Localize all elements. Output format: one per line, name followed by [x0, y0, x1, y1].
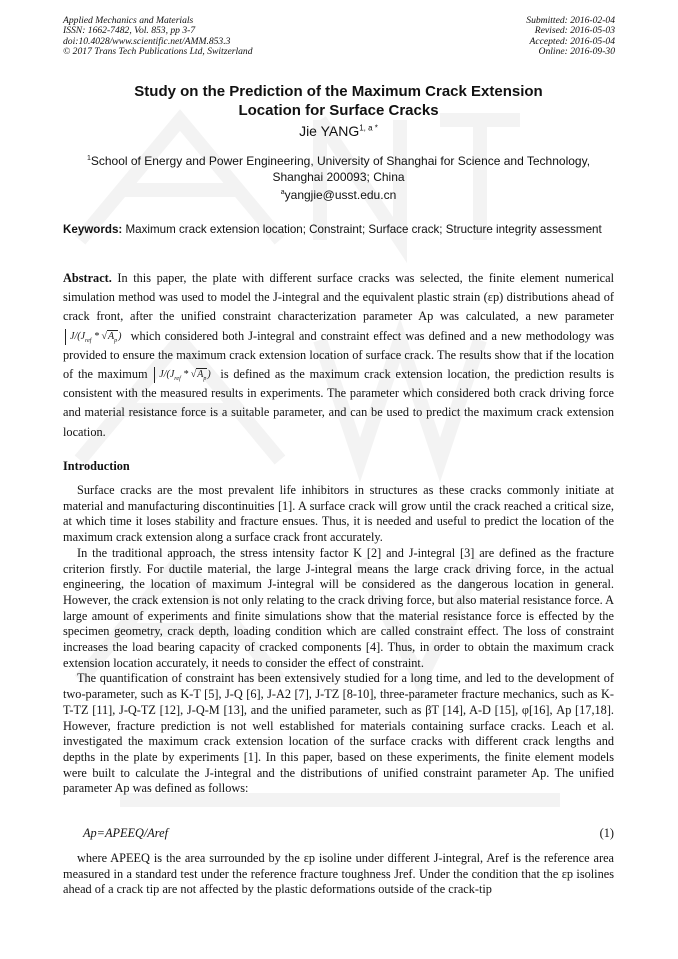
issn-info: ISSN: 1662-7482, Vol. 853, pp 3-7	[63, 25, 196, 37]
abstract	[63, 269, 614, 442]
equation-number: (1)	[599, 826, 614, 840]
accepted-date: Accepted: 2016-05-04	[529, 35, 615, 47]
formula-J: J	[70, 330, 75, 342]
formula-Jref-2: J	[169, 369, 175, 381]
email-superscript: a	[280, 189, 285, 196]
formula-ref-sub-2: ref	[174, 376, 181, 383]
section-heading-introduction: Introduction	[63, 459, 130, 473]
journal-header	[63, 16, 253, 58]
abstract-text-1: In this paper, the plate with different surface cracks was selected, the finite element numerical simulation method was used to model the J-integral and the equivalent plastic strain (εp) distributions ahead of crack front, after the unified constraint characterization parameter Ap was calculated, a new parameter	[63, 271, 614, 324]
formula-Jref: J	[80, 330, 86, 342]
dates-header	[526, 16, 615, 58]
copyright: © 2017 Trans Tech Publications Ltd, Switzerland	[63, 46, 253, 58]
revised-date: Revised: 2016-05-03	[534, 25, 615, 37]
intro-paragraph-2: In the traditional approach, the stress intensity factor K [2] and J-integral [3] are defined as the fracture criterion firstly. For ductile material, the large J-integral means the large crack driving force, in the actual engineering, the location of maximum J-integral will be considered as the dangerous location in general. However, the crack extension is not only relating to the crack driving force, but also material resistance force. A large amount of experiments and finite simulations show that the material resistance force is effected by the specimen geometry, crack depth, loading condition which are called constraint effect. The loss of constraint increases the load bearing capacity of cracked components [4]. Thus, in order to obtain the maximum crack extension location accurately, it needs to consider the effect of constraint.	[63, 545, 614, 670]
intro-paragraph-3: The quantification of constraint has been extensively studied for a long time, and led to the development of two-parameter, such as K-T [5], J-Q [6], J-A2 [7], J-TZ [8-10], three-parameter fracture mechanics, such as K-T-TZ [11], J-Q-TZ [12], J-Q-M [13], and the unified parameter, such as βT [14], A-D [15], φ[16], Ap [17,18]. However, fracture prediction is not well established for materials containing surface cracks. Leach et al. investigated the maximum crack extension location of the surface cracks with different crack lengths and depths in the plate by experiments [1]. In this paper, based on these experiments, the finite element models were built to calculate the J-integral and the distributions of unified constraint parameter Ap. The unified parameter Ap was defined as follows:	[63, 671, 614, 796]
formula-star: *	[93, 330, 99, 342]
author	[63, 123, 614, 139]
affiliation-superscript: 1	[86, 155, 91, 162]
journal-name: Applied Mechanics and Materials	[63, 15, 194, 26]
title-line-1: Study on the Prediction of the Maximum Crack Extension	[134, 83, 543, 100]
intro-paragraph-4: where APEEQ is the area surrounded by the εp isoline under different J-integral, Aref is the reference area measured in a standard test under the reference fracture toughness Jref. Under the condition that the εp isolines ahead of a crack tip are not affected by the plastic deformations outside of the crack-tip	[63, 851, 614, 897]
introduction-body-continued	[63, 851, 614, 898]
formula-star-2: *	[183, 369, 189, 381]
equation-text: Ap=APEEQ/Aref	[83, 826, 169, 840]
introduction-body	[63, 483, 614, 797]
formula-J-2: J	[159, 369, 164, 381]
email-link[interactable]: yangjie@usst.edu.cn	[284, 188, 397, 202]
formula-p-sub: p	[114, 337, 118, 344]
affiliation-line-1: School of Energy and Power Engineering, University of Shanghai for Science and Technology,	[90, 154, 591, 168]
online-date: Online: 2016-09-30	[538, 46, 615, 58]
abstract-text-2: which considered both J-integral and constraint effect was defined and a new methodology was provided to ensure the maximum crack extension location of surface crack. The results show that if the location of the maximum	[63, 328, 614, 382]
abstract-text-3: is defined as the maximum crack extension location, the prediction results is consistent with the measured results in experiments. The parameter which considered both crack driving force and material resistance force is a suitable parameter, and can be used to predict the maximum crack extension location.	[63, 367, 615, 439]
author-name: Jie YANG	[299, 123, 360, 139]
formula-p-sub-2: p	[203, 376, 207, 383]
intro-paragraph-1: Surface cracks are the most prevalent life inhibitors in structures as these cracks commonly initiate at material and manufacturing discontinuities [1]. A surface crack will grow until the crack reached a critical size, at which time it loses stability and fracture ensues. Thus, it is needed and useful to predict the location of the maximum crack extension along a surface crack front accurately.	[63, 483, 614, 545]
affiliation	[63, 151, 614, 185]
affiliation-line-2: Shanghai 200093; China	[272, 170, 405, 184]
keywords-text: Maximum crack extension location; Constraint; Surface crack; Structure integrity assessment	[125, 223, 602, 236]
author-superscript: 1, a *	[359, 123, 378, 133]
doi[interactable]: doi:10.4028/www.scientific.net/AMM.853.3	[63, 35, 231, 47]
formula-A: A	[107, 330, 115, 342]
formula-ref-sub: ref	[85, 337, 92, 344]
keywords	[63, 223, 614, 237]
parameter-formula: $J/(J_{ref} * √A_p)$	[65, 329, 124, 345]
paper-title	[63, 82, 614, 120]
submitted-date: Submitted: 2016-02-04	[526, 15, 615, 26]
title-line-2: Location for Surface Cracks	[238, 102, 439, 119]
author-email	[63, 188, 614, 202]
abstract-label: Abstract.	[63, 271, 112, 285]
keywords-label: Keywords:	[63, 223, 123, 236]
parameter-formula-2: $J/(J_{ref} * √A_p)$	[154, 367, 213, 383]
formula-A-2: A	[197, 369, 204, 381]
